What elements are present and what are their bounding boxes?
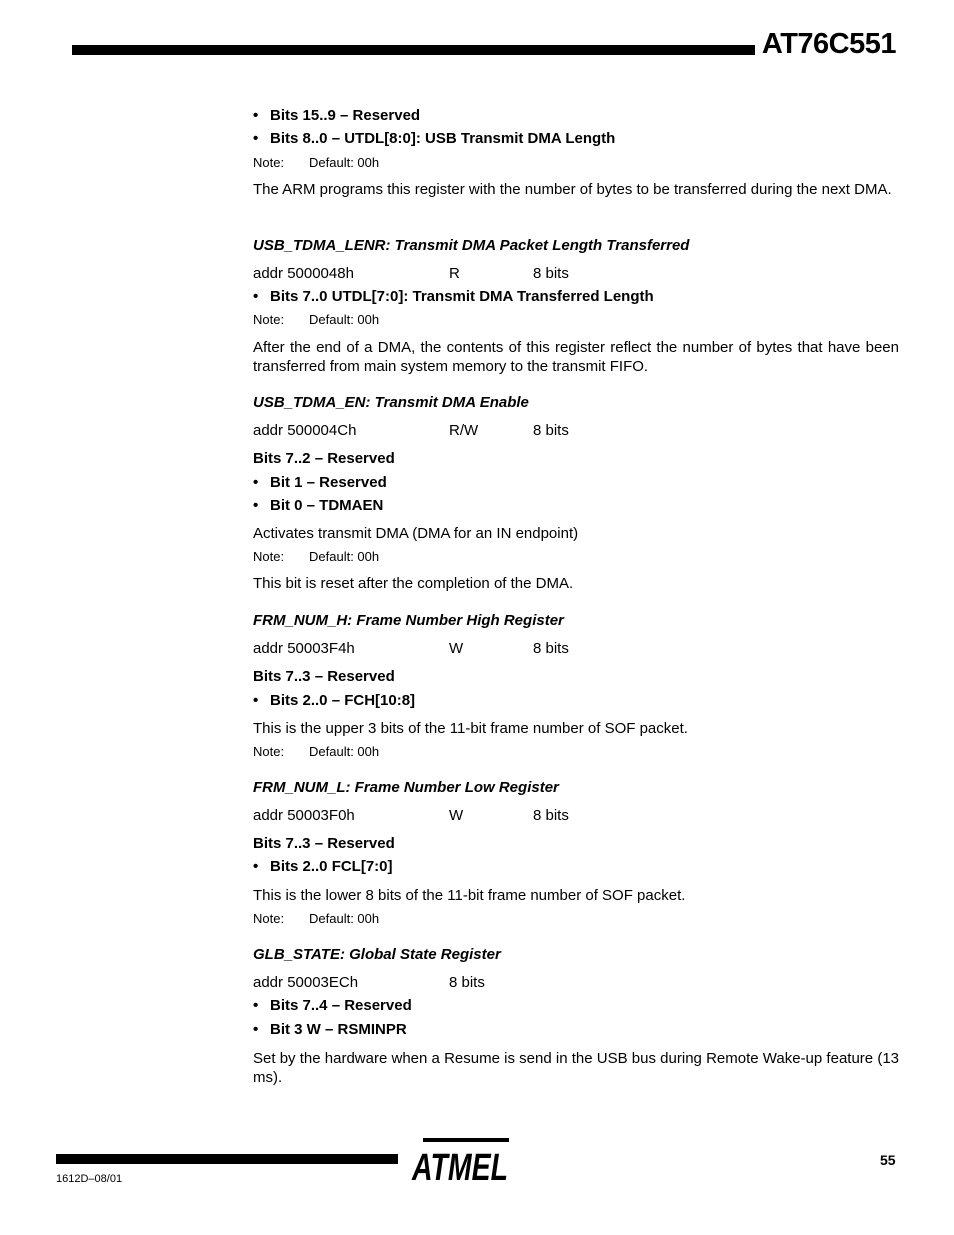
note [253, 911, 379, 926]
note-text: Default: 00h [309, 155, 380, 170]
register-address-row [253, 422, 569, 439]
bullet-item: • Bit 3 W – RSMINPR [253, 1021, 407, 1038]
register-size: 8 bits [449, 974, 485, 991]
logo-text: ATMEL [411, 1147, 508, 1189]
register-address: addr 5000048h [253, 265, 354, 282]
register-access: R/W [449, 422, 479, 439]
note-label: Note: [253, 155, 285, 170]
register-heading: USB_TDMA_EN: Transmit DMA Enable [253, 394, 529, 411]
note [253, 312, 379, 327]
bit-field-heading: Bits 7..2 – Reserved [253, 450, 395, 467]
note-text: Default: 00h [309, 312, 380, 327]
register-size: 8 bits [533, 422, 569, 439]
register-access: R [449, 265, 460, 282]
note-label: Note: [253, 911, 285, 926]
register-heading: FRM_NUM_H: Frame Number High Register [253, 612, 564, 629]
note-label: Note: [253, 744, 285, 759]
paragraph: The ARM programs this register with the number of bytes to be transferred during the next DMA. [253, 181, 892, 198]
bullet-text: Bits 7..4 – Reserved [270, 997, 412, 1014]
document-id: 1612D–08/01 [56, 1173, 123, 1185]
footer-rule [56, 1154, 398, 1164]
register-access: W [449, 807, 464, 824]
bullet-text: Bits 15..9 – Reserved [270, 107, 421, 124]
paragraph: After the end of a DMA, the contents of this register reflect the number of bytes that have been transferred from main system memory to the transmit FIFO. [253, 339, 899, 375]
bullet-item: • Bits 15..9 – Reserved [253, 107, 421, 124]
bullet-text: Bits 2..0 – FCH[10:8] [270, 692, 416, 709]
bullet-item: • Bits 7..4 – Reserved [253, 997, 412, 1014]
note [253, 155, 379, 170]
register-address: addr 50003F0h [253, 807, 355, 824]
register-address-row [253, 974, 485, 991]
note-text: Default: 00h [309, 549, 380, 564]
document-title: AT76C551 [761, 28, 896, 60]
header-rule [72, 45, 755, 55]
bullet-item: • Bits 7..0 UTDL[7:0]: Transmit DMA Transferred Length [253, 288, 654, 305]
bullet-item: • Bits 2..0 FCL[7:0] [253, 858, 393, 875]
register-address-row [253, 640, 569, 657]
register-address-row [253, 807, 569, 824]
note-label: Note: [253, 312, 285, 327]
bullet-text: Bit 3 W – RSMINPR [270, 1021, 407, 1038]
bullet-text: Bit 1 – Reserved [270, 474, 387, 491]
register-heading: GLB_STATE: Global State Register [253, 946, 501, 963]
note [253, 549, 379, 564]
paragraph: Set by the hardware when a Resume is send in the USB bus during Remote Wake-up feature (13 ms). [253, 1050, 899, 1086]
paragraph: Activates transmit DMA (DMA for an IN endpoint) [253, 525, 579, 542]
note [253, 744, 379, 759]
register-address: addr 500004Ch [253, 422, 357, 439]
register-size: 8 bits [533, 640, 569, 657]
paragraph: This is the upper 3 bits of the 11-bit frame number of SOF packet. [253, 720, 688, 737]
register-access: W [449, 640, 464, 657]
bullet-item: • Bit 0 – TDMAEN [253, 497, 384, 514]
paragraph: This bit is reset after the completion of the DMA. [253, 575, 574, 592]
bullet-text: Bits 8..0 – UTDL[8:0]: USB Transmit DMA Length [270, 130, 616, 147]
register-address: addr 50003ECh [253, 974, 359, 991]
register-address-row [253, 265, 569, 282]
bullet-text: Bit 0 – TDMAEN [270, 497, 384, 514]
register-size: 8 bits [533, 807, 569, 824]
note-text: Default: 00h [309, 911, 380, 926]
register-heading: USB_TDMA_LENR: Transmit DMA Packet Length Transferred [253, 237, 690, 254]
bit-field-heading: Bits 7..3 – Reserved [253, 668, 395, 685]
register-size: 8 bits [533, 265, 569, 282]
bullet-text: Bits 2..0 FCL[7:0] [270, 858, 393, 875]
bit-field-heading: Bits 7..3 – Reserved [253, 835, 395, 852]
page-number: 55 [880, 1152, 896, 1168]
bullet-item: • Bits 8..0 – UTDL[8:0]: USB Transmit DMA Length [253, 130, 616, 147]
note-label: Note: [253, 549, 285, 564]
bullet-text: Bits 7..0 UTDL[7:0]: Transmit DMA Transferred Length [270, 288, 654, 305]
register-address: addr 50003F4h [253, 640, 355, 657]
register-heading: FRM_NUM_L: Frame Number Low Register [253, 779, 559, 796]
note-text: Default: 00h [309, 744, 380, 759]
atmel-logo [409, 1137, 511, 1189]
bullet-item: • Bit 1 – Reserved [253, 474, 387, 491]
paragraph: This is the lower 8 bits of the 11-bit frame number of SOF packet. [253, 887, 686, 904]
bullet-item: • Bits 2..0 – FCH[10:8] [253, 692, 416, 709]
